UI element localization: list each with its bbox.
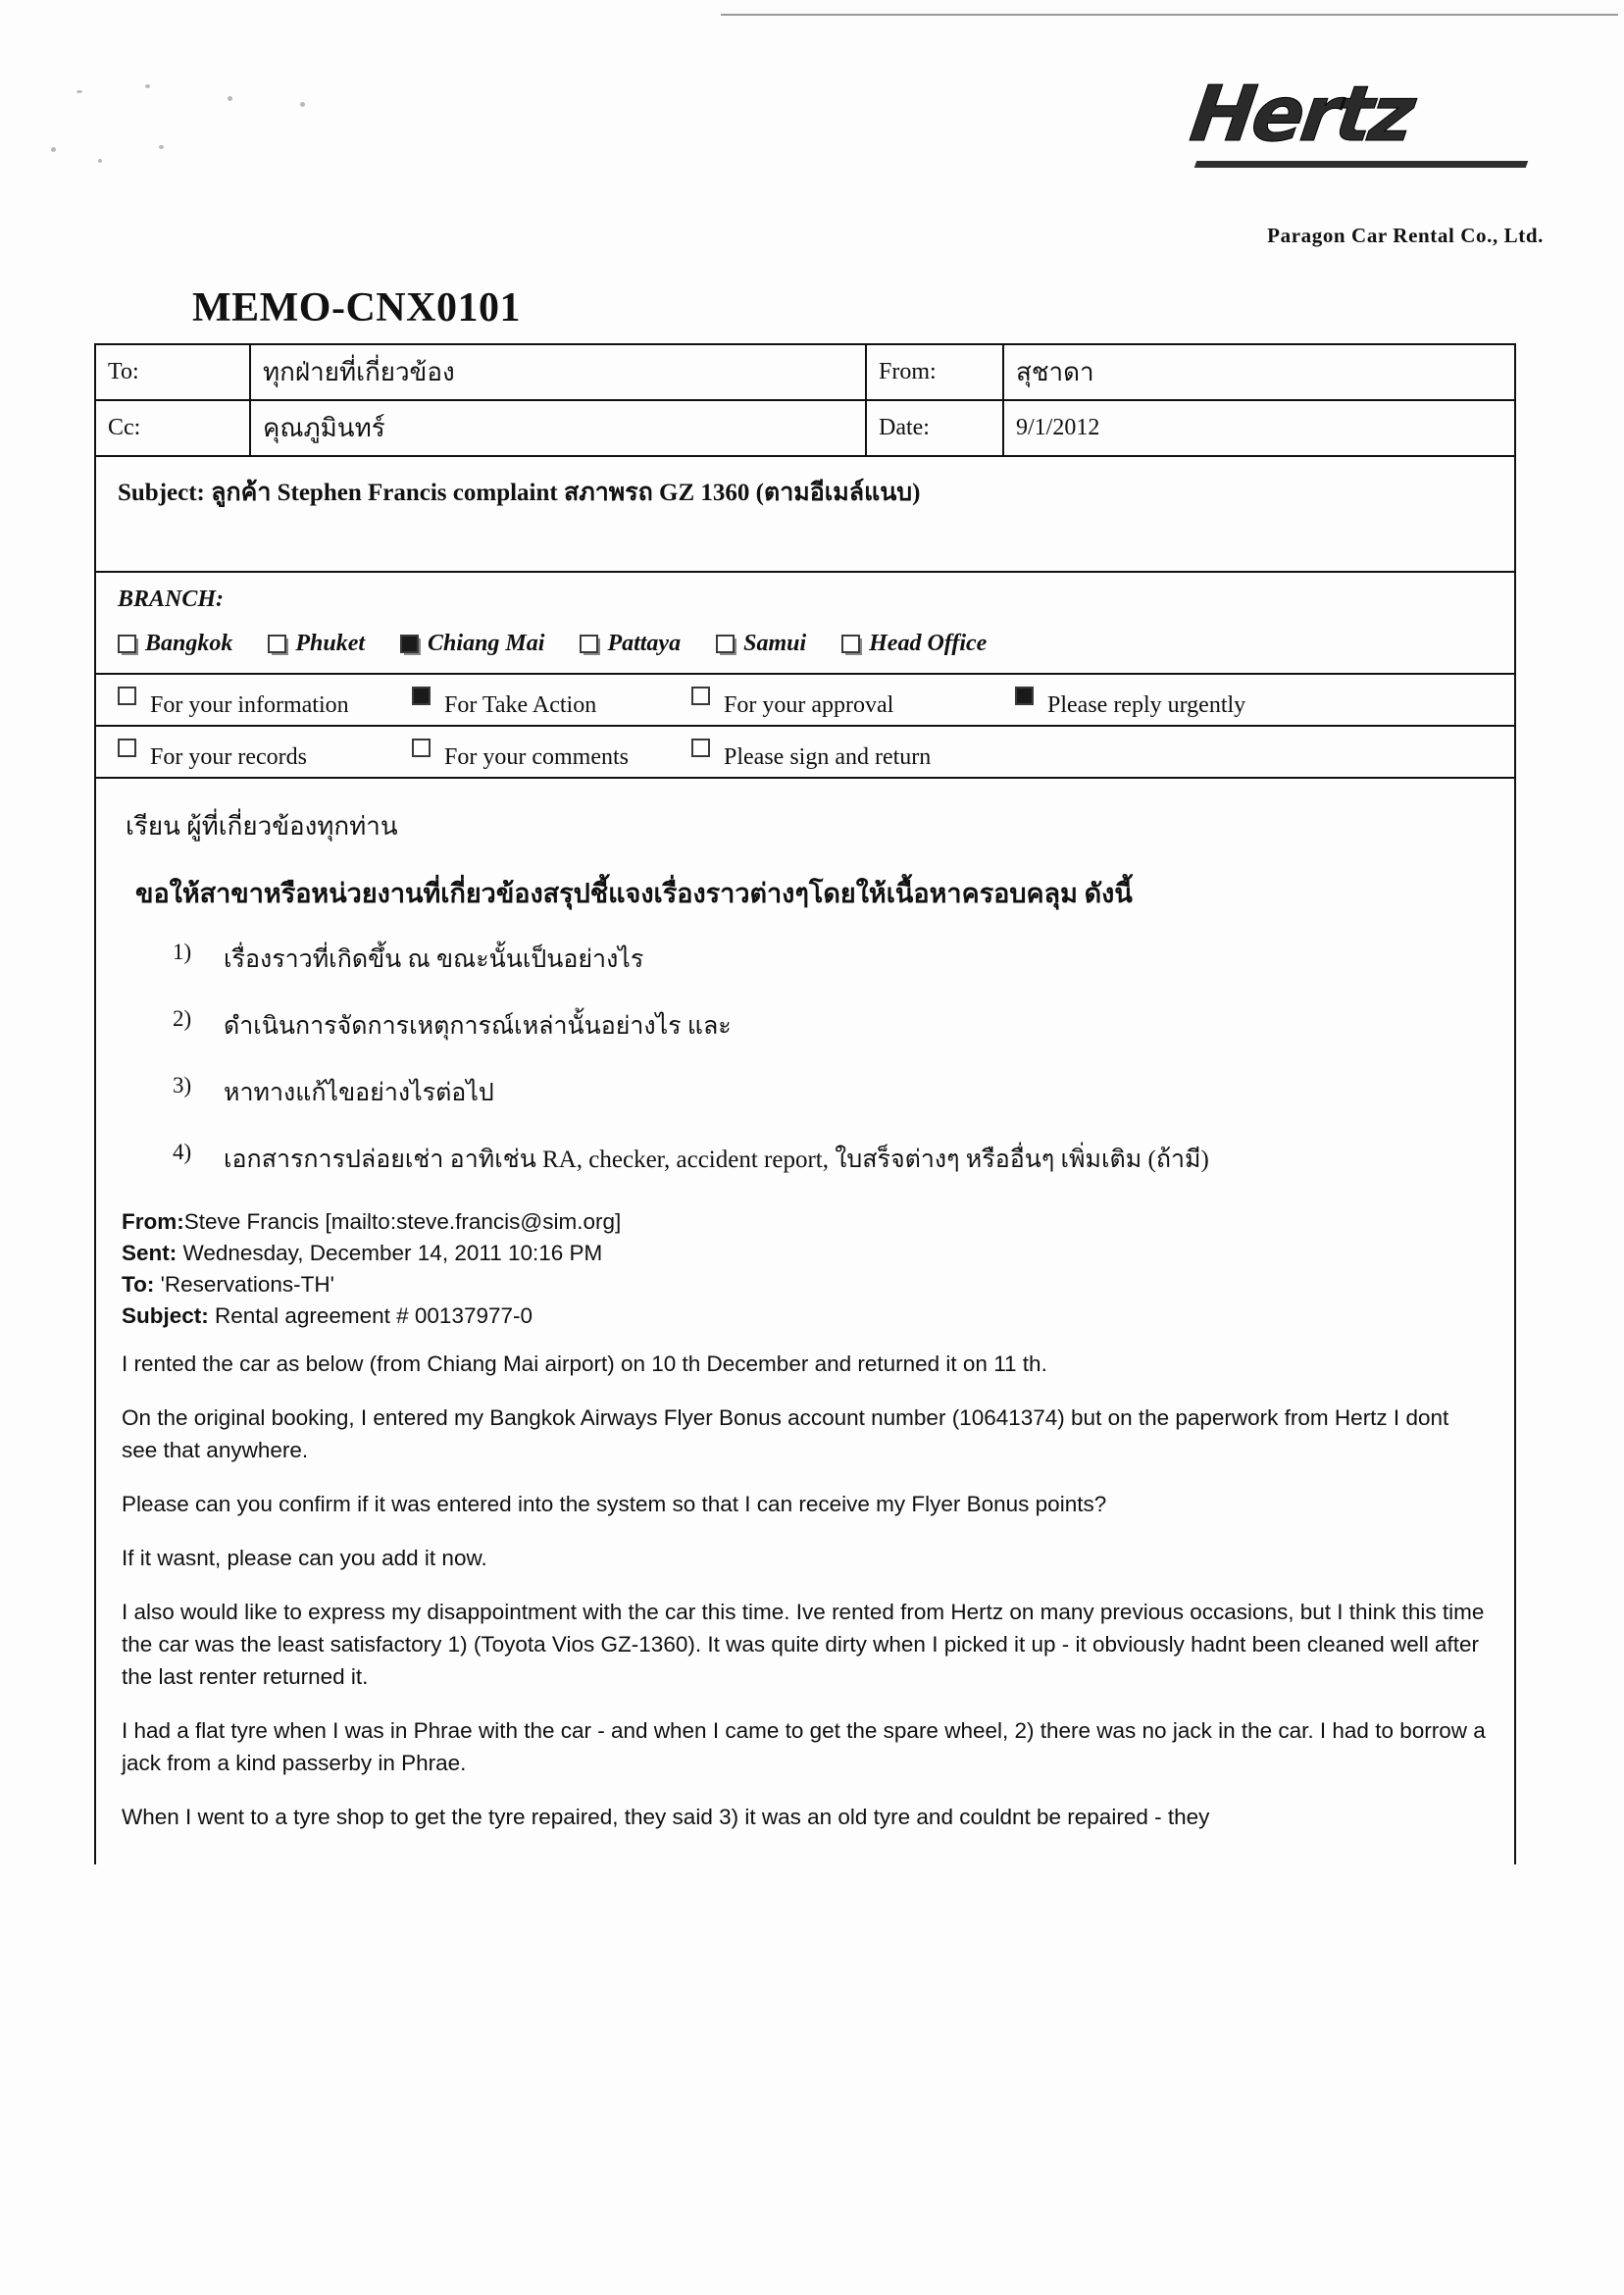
branch-label: Samui: [743, 631, 807, 656]
hertz-logo-text: Hertz: [1185, 71, 1418, 159]
branch-item-head-office[interactable]: [841, 631, 987, 657]
branch-label: Chiang Mai: [428, 631, 545, 656]
scan-speck: [145, 84, 150, 88]
scan-speck: [98, 159, 102, 163]
memo-body: [96, 779, 1514, 1864]
action-label: For your approval: [724, 692, 894, 718]
list-item-number: 3): [173, 1073, 192, 1097]
branch-title: BRANCH:: [118, 586, 225, 612]
memo-subject-row: [96, 457, 1514, 573]
email-sent-label: Sent:: [122, 1240, 178, 1265]
branch-item-chiang-mai[interactable]: [400, 631, 544, 657]
to-label: To:: [96, 345, 251, 399]
checkbox-icon[interactable]: [118, 635, 136, 653]
action-row-2: [96, 727, 1514, 779]
requirements-list: [122, 940, 1489, 1179]
action-for-your-information[interactable]: [118, 687, 412, 718]
cc-value: คุณภูมินทร์: [251, 401, 867, 455]
subject-value: ลูกค้า Stephen Francis complaint สภาพรถ GZ 1360 (ตามอีเมล์แนบ): [211, 480, 921, 506]
hertz-logo: [1185, 71, 1540, 179]
list-item: [122, 1140, 1489, 1179]
email-paragraph: I rented the car as below (from Chiang Mai airport) on 10 th December and returned it on 11 th.: [122, 1351, 1047, 1376]
action-for-take-action[interactable]: [412, 687, 691, 718]
email-subject-value: Rental agreement # 00137977-0: [215, 1302, 533, 1328]
branch-item-pattaya[interactable]: [580, 631, 681, 657]
action-please-sign-and-return[interactable]: [691, 739, 932, 770]
branch-label: Pattaya: [607, 631, 682, 656]
email-paragraph: I had a flat tyre when I was in Phrae with the car - and when I came to get the spare wheel, 2) there was no jack in the car. I had to borrow a jack from a kind passerby in Phrae.: [122, 1718, 1486, 1776]
checkbox-icon[interactable]: [691, 687, 710, 705]
scan-speck: [300, 102, 305, 107]
email-from-value: Steve Francis [mailto:steve.francis@sim.org]: [183, 1209, 622, 1234]
email-paragraph: On the original booking, I entered my Bangkok Airways Flyer Bonus account number (10641374) but on the paperwork from Hertz I dont see that anywhere.: [122, 1404, 1449, 1462]
email-sent-value: Wednesday, December 14, 2011 10:16 PM: [182, 1240, 603, 1265]
checkbox-checked-icon[interactable]: [1015, 687, 1034, 705]
checkbox-icon[interactable]: [716, 635, 735, 653]
list-item: [122, 940, 1489, 979]
checkbox-icon[interactable]: [118, 739, 136, 757]
action-row-1: [96, 675, 1514, 727]
to-value: ทุกฝ่ายที่เกี่ยวข้อง: [251, 345, 867, 399]
action-label: For your information: [150, 692, 349, 718]
email-to-label: To:: [122, 1271, 155, 1297]
branch-section: [96, 573, 1514, 675]
list-item: [122, 1073, 1489, 1112]
subject-label: Subject:: [118, 480, 205, 506]
action-for-your-comments[interactable]: [412, 739, 691, 770]
list-item-number: 1): [173, 940, 192, 964]
action-label: For your comments: [444, 744, 629, 770]
scan-speck: [76, 90, 82, 93]
email-from-label: From:: [122, 1209, 184, 1234]
checkbox-icon[interactable]: [841, 635, 860, 653]
scan-speck: [51, 147, 56, 152]
date-value: 9/1/2012: [1016, 415, 1100, 440]
branch-label: Head Office: [869, 631, 988, 656]
branch-label: Phuket: [295, 631, 366, 656]
hertz-logo-underline: [1194, 161, 1529, 168]
scan-speck: [159, 145, 164, 149]
page-title: MEMO-CNX0101: [192, 285, 521, 331]
action-label: Please reply urgently: [1047, 692, 1246, 718]
branch-item-samui[interactable]: [716, 631, 806, 657]
action-label: Please sign and return: [724, 744, 932, 770]
branch-item-bangkok[interactable]: [118, 631, 232, 657]
action-label: For Take Action: [444, 692, 597, 718]
cc-label: Cc:: [96, 401, 251, 455]
checkbox-icon[interactable]: [580, 635, 598, 653]
from-value: สุชาดา: [1016, 358, 1094, 386]
action-for-your-approval[interactable]: [691, 687, 1015, 718]
memo-row-to: [96, 345, 1514, 401]
branch-item-phuket[interactable]: [268, 631, 365, 657]
email-to-value: 'Reservations-TH': [160, 1271, 334, 1297]
memo-table: [94, 343, 1516, 1864]
scan-crop-line: [721, 14, 1618, 16]
list-item-text: เรื่องราวที่เกิดขึ้น ณ ขณะนั้นเป็นอย่างไร: [224, 946, 644, 973]
checkbox-checked-icon[interactable]: [400, 635, 419, 653]
company-name: Paragon Car Rental Co., Ltd.: [1267, 224, 1544, 247]
email-paragraph: When I went to a tyre shop to get the tyre repaired, they said 3) it was an old tyre and couldnt be repaired - they: [122, 1805, 1210, 1830]
list-item-number: 4): [173, 1140, 192, 1164]
list-item-text: เอกสารการปล่อยเช่า อาทิเช่น RA, checker, accident report, ใบสร็จต่างๆ หรืออื่นๆ เพิ่มเติม (ถ้ามี): [224, 1147, 1209, 1173]
scan-speck: [228, 96, 232, 101]
action-for-your-records[interactable]: [118, 739, 412, 770]
email-paragraph: I also would like to express my disappointment with the car this time. Ive rented from Hertz on many previous occasions, but I think this time the car was the least satisfactory 1) (Toyota Vios GZ-1360). It was quite dirty when I picked it up - it obviously hadnt been cleaned well after the last renter returned it.: [122, 1600, 1485, 1690]
memo-row-cc: [96, 401, 1514, 457]
checkbox-checked-icon[interactable]: [412, 687, 431, 705]
action-label: For your records: [150, 744, 307, 770]
email-paragraph: If it wasnt, please can you add it now.: [122, 1546, 487, 1570]
branch-checkbox-list: [118, 631, 1514, 663]
checkbox-icon[interactable]: [118, 687, 136, 705]
list-item-text: หาทางแก้ไขอย่างไรต่อไป: [224, 1080, 494, 1106]
email-headers: [122, 1206, 1489, 1332]
date-label: Date:: [867, 401, 1004, 455]
email-subject-label: Subject:: [122, 1302, 209, 1328]
action-please-reply-urgently[interactable]: [1015, 687, 1246, 718]
list-item: [122, 1006, 1489, 1046]
body-intro: ขอให้สาขาหรือหน่วยงานที่เกี่ยวข้องสรุปชี้แจงเรื่องราวต่างๆโดยให้เนื้อหาครอบคลุม ดังนี้: [135, 879, 1133, 908]
checkbox-icon[interactable]: [412, 739, 431, 757]
checkbox-icon[interactable]: [268, 635, 286, 653]
branch-label: Bangkok: [145, 631, 233, 656]
list-item-text: ดำเนินการจัดการเหตุการณ์เหล่านั้นอย่างไร และ: [224, 1013, 732, 1040]
email-paragraph: Please can you confirm if it was entered into the system so that I can receive my Flyer Bonus points?: [122, 1491, 1107, 1516]
salutation: เรียน ผู้ที่เกี่ยวข้องทุกท่าน: [126, 812, 398, 841]
checkbox-icon[interactable]: [691, 739, 710, 757]
list-item-number: 2): [173, 1006, 192, 1031]
from-label: From:: [867, 345, 1004, 399]
